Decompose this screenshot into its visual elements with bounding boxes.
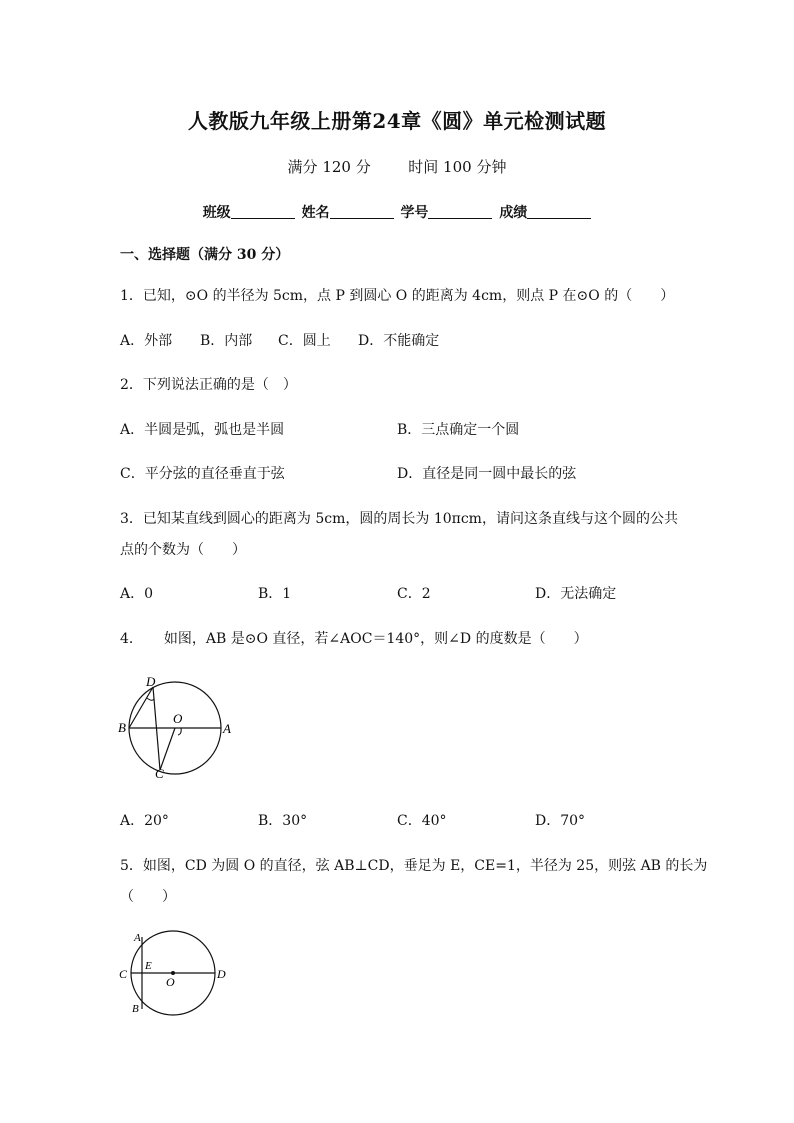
question-1-option-c[interactable]: C．圆上: [278, 333, 331, 349]
label-a: A: [134, 932, 141, 944]
question-4-option-b[interactable]: B．30°: [258, 813, 308, 829]
question-1-option-d[interactable]: D．不能确定: [358, 333, 440, 349]
question-1-option-b[interactable]: B．内部: [200, 333, 253, 349]
field-name-blank[interactable]: [330, 204, 394, 219]
label-c: C: [155, 766, 164, 780]
label-d: D: [146, 674, 156, 689]
chord-db: [129, 687, 153, 728]
student-fields: [0, 202, 794, 222]
question-2-option-b[interactable]: B．三点确定一个圆: [397, 422, 520, 438]
question-2-option-d[interactable]: D．直径是同一圆中最长的弦: [397, 466, 577, 482]
field-student-id-blank[interactable]: [428, 204, 492, 219]
question-4-option-a[interactable]: A．20°: [120, 813, 169, 829]
page-title: 人教版九年级上册第24章《圆》单元检测试题: [187, 109, 607, 133]
field-student-id: [400, 202, 492, 222]
label-d: D: [217, 967, 226, 981]
field-class-label: 班级: [202, 205, 231, 221]
question-2-stem: 2．下列说法正确的是（ ）: [120, 377, 297, 393]
label-o: O: [173, 711, 183, 726]
question-3-option-a[interactable]: A．0: [120, 586, 154, 602]
score-info: 满分 120 分: [287, 158, 371, 176]
angle-aoc-mark: [178, 728, 181, 735]
time-info: 时间 100 分钟: [408, 158, 507, 176]
label-c: C: [119, 967, 128, 981]
exam-info: [0, 156, 794, 177]
question-5-stem-line2: （ ）: [120, 889, 176, 905]
question-5-figure: [116, 924, 236, 1016]
question-4-stem: 4． 如图，AB 是⊙O 直径，若∠AOC＝140°，则∠D 的度数是（ ）: [120, 631, 588, 647]
question-2-option-c[interactable]: C．平分弦的直径垂直于弦: [120, 466, 285, 482]
field-name: [302, 202, 394, 222]
question-3-stem-line2: 点的个数为（ ）: [120, 542, 246, 558]
label-a: A: [223, 721, 231, 736]
label-b: B: [118, 720, 126, 735]
question-3-option-d[interactable]: D．无法确定: [535, 586, 617, 602]
field-grade-label: 成绩: [499, 205, 528, 221]
question-1-stem: 1．已知，⊙O 的半径为 5cm，点 P 到圆心 O 的距离为 4cm，则点 P 在⊙O 的（ ）: [120, 288, 675, 304]
radius-oc: [160, 728, 175, 770]
question-1-option-a[interactable]: A．外部: [120, 333, 173, 349]
field-class-blank[interactable]: [231, 204, 295, 219]
label-o: O: [166, 975, 175, 989]
question-4-option-d[interactable]: D．70°: [535, 813, 586, 829]
field-student-id-label: 学号: [400, 205, 429, 221]
angle-d-mark: [147, 698, 154, 700]
field-class: [203, 202, 295, 222]
field-grade: [499, 202, 591, 222]
field-name-label: 姓名: [301, 205, 330, 221]
label-b: B: [132, 1003, 139, 1015]
question-2-option-a[interactable]: A．半圆是弧，弧也是半圆: [120, 422, 285, 438]
label-e: E: [145, 960, 152, 972]
question-4-figure: [118, 672, 238, 780]
question-5-stem-line1: 5．如图，CD 为圆 O 的直径，弦 AB⊥CD，垂足为 E，CE=1，半径为 25，则弦 AB 的长为: [120, 858, 708, 874]
section-heading: 一、选择题（满分 30 分）: [120, 247, 290, 263]
question-3-stem-line1: 3．已知某直线到圆心的距离为 5cm，圆的周长为 10πcm，请问这条直线与这个圆的公共: [120, 511, 678, 527]
question-3-option-b[interactable]: B．1: [258, 586, 292, 602]
question-3-option-c[interactable]: C．2: [397, 586, 431, 602]
question-4-option-c[interactable]: C．40°: [397, 813, 447, 829]
field-grade-blank[interactable]: [527, 204, 591, 219]
